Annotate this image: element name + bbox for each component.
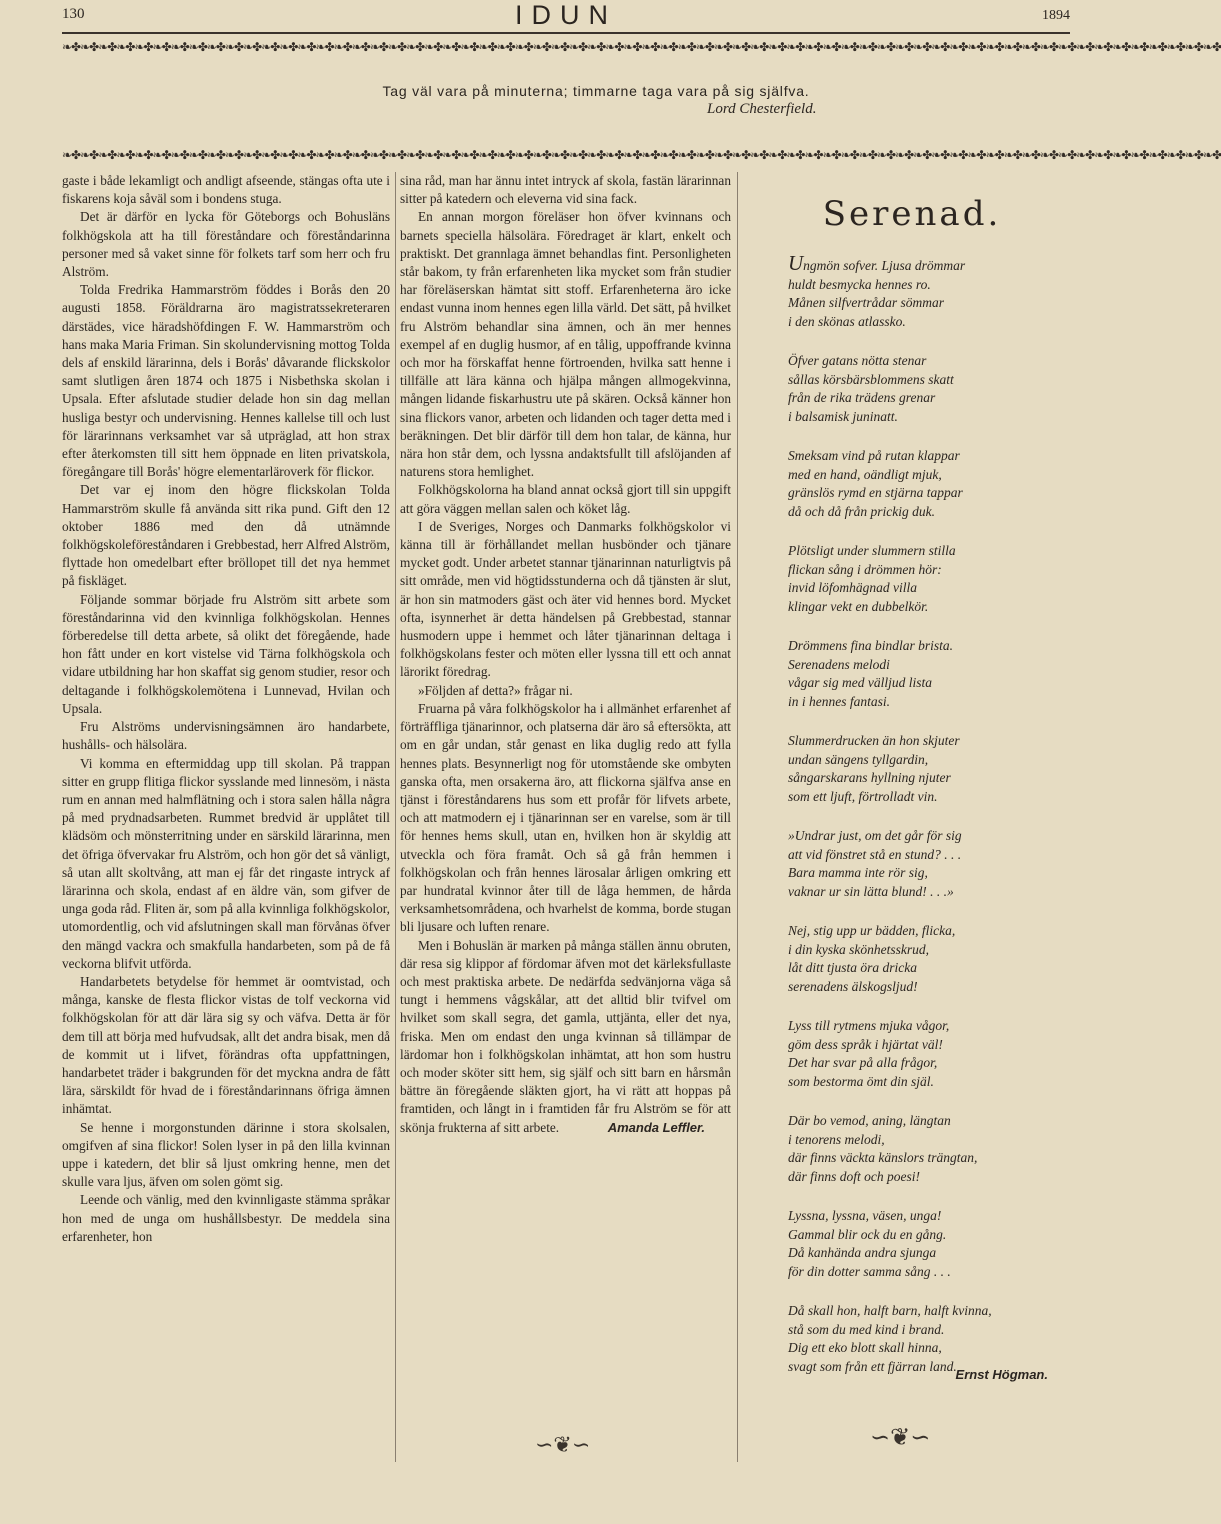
poem-line: Serenadens melodi [788, 656, 890, 672]
paragraph: Leende och vänlig, med den kvinnligaste stämma språkar hon med de unga om hushållsbestyr. De meddela sina erfarenheter, hon [62, 1192, 390, 1244]
poem-line: Månen silfvertrådar sömmar [788, 295, 944, 310]
poem-line: klingar vekt en dubbelkör. [788, 598, 929, 614]
poem-stanza [788, 1112, 1072, 1186]
poem-line: Då kanhända andra sjunga [788, 1245, 937, 1260]
poem-line: flickan sång i drömmen hör: [788, 561, 942, 577]
paragraph: Fruarna på våra folkhögskolor ha i allmänhet erfarenhet af förträffliga tjänarinnor, och platserna där äro så eftersökta, att om en går undan, står genast en lika duglig redo att fylla hennes plats. Besynnerligt nog för utomstående ske ombyten ganska ofta, men orsakerna äro, att flickorna själfva anse en tjänst i föreståndarens hus som ett profår för lifvets arbete, och att matmodern ej i tjänarinnan ser en varelse, som är till för hennes hems skull, utan en, hvilken hon är skyldig att utveckla och föra framåt. Och så gå från hemmen i folkhögskolan och från hennes lärosalar årligen omkring ett par hundratal kvinnor åter till de låga hemmen, de hårda verksamhetsområdena, och hvarhelst de komma, borde stugan bli ljusare och luften renare. [400, 700, 731, 935]
poem-author: Ernst Högman. [955, 1367, 1048, 1382]
poem-line: gränslös rymd en stjärna tappar [788, 485, 963, 500]
paragraph: En annan morgon föreläser hon öfver kvinnans och barnets speciella hälsolära. Föredraget är klart, enkelt och praktiskt. Det grannlaga ämnet behandlas fint. Personligheten står bakom, ty från erfarenheten lika mycket som från studier har föreläserskan hämtat sitt stoff. Erfarenheterna äro icke endast vunna inom hennes egen lilla värld. Det sätt, på hvilket fru Alström behandlar sina ämnen, och än mer hennes exempel af en duglig husmor, af en tålig, uppoffrande kvinna och mor ha förskaffat henne förtroenden, hvilka satt henne i tillfälle att lära känna och hjälpa mången allmogekvinna, mången lidande fiskarhustru ute på skären. Också känner hon sina flickors vanor, arbeten och lidanden och tager detta med i beräkningen. Det blir därför till dem hon talar, de känna, hur nära hon står dem, och lyssna andaktsfullt till afslöjanden af naturens stora hemlighet. [400, 209, 731, 480]
poem-line: Dig ett eko blott skall hinna, [788, 1340, 942, 1355]
motto-author: Lord Chesterfield. [707, 101, 817, 117]
poem-line: serenadens älskogsljud! [788, 978, 918, 994]
poem-line: i tenorens melodi, [788, 1131, 885, 1147]
poem-line: huldt besmycka hennes ro. [788, 276, 931, 292]
page-header [62, 2, 1070, 32]
poem-line: Ungmön sofver. Ljusa drömmar [788, 251, 966, 275]
poem-line: från de rika trädens grenar [788, 390, 936, 405]
poem-stanza [788, 1302, 1072, 1376]
poem-stanza [788, 542, 1072, 616]
poem-line: stå som du med kind i brand. [788, 1321, 945, 1337]
ornament-border-top: ❧✤❧✤❧✤❧✤❧✤❧✤❧✤❧✤❧✤❧✤❧✤❧✤❧✤❧✤❧✤❧✤❧✤❧✤❧✤❧✤❧✤❧✤❧✤❧✤❧✤❧✤❧✤❧✤❧✤❧✤❧✤❧✤❧✤❧✤❧✤❧✤❧✤❧✤❧✤❧✤❧✤❧✤❧✤❧✤❧✤❧✤❧✤❧✤❧✤❧✤❧✤❧✤❧✤❧✤❧✤❧✤❧✤❧✤❧✤❧✤❧✤❧✤❧✤❧✤ [62, 40, 1221, 54]
poem-line: Slummerdrucken än hon skjuter [788, 733, 960, 748]
poem-line: Bara mamma inte rör sig, [788, 865, 928, 880]
flourish-ornament-icon: ∽❦∽ [535, 1432, 591, 1457]
column-divider [737, 172, 738, 1462]
poem-stanza [788, 637, 1072, 711]
poem-line: Gammal blir ock du en gång. [788, 1226, 947, 1242]
article-column-2 [400, 172, 731, 1137]
poem-line: som bestorma ömt din själ. [788, 1073, 934, 1089]
poem-line: att vid fönstret stå en stund? . . . [788, 846, 962, 862]
poem-stanza [788, 1207, 1072, 1281]
poem-line: som ett ljuft, förtrolladt vin. [788, 788, 938, 804]
poem-line: Öfver gatans nötta stenar [788, 353, 927, 368]
paragraph: Tolda Fredrika Hammarström föddes i Borås den 20 augusti 1858. Föräldrarna äro magistratssekreteraren därstädes, vice häradshöfdingen F. W. Hammarström och hans maka Maria Friman. Sin skolundervisning mottog Tolda dels af enskild lärarinna, dels i Borås' dåvarande flickskolor samt slutligen åren 1874 och 1875 i Nisbethska skolan i Upsala. Efter afslutade studier delade hon sin dag mellan husliga bestyr och undervisning. Hennes kallelse till och lust för lärarinnans verksamhet var så utpräglad, att hon strax efter återkomsten till sitt hem öppnade en liten privatskola, föregångare till Borås' högre elementarläroverk för flickor. [62, 282, 390, 480]
motto-quote: Tag väl vara på minuterna; timmarne taga vara på sig själfva. [382, 83, 810, 99]
poem-line: där finns doft och poesi! [788, 1168, 920, 1184]
column-divider [395, 172, 396, 1462]
poem-line: för din dotter samma sång . . . [788, 1263, 951, 1279]
paragraph: I de Sveriges, Norges och Danmarks folkhögskolor vi känna till är förhållandet mellan husbönder och tjänare mycket godt. Under arbetet stannar tjänarinnan naturligtvis på sitt område, men vid högtidsstunderna och då tjänsten är slut, är hon sin matmoders gäst och äter vid hennes bord. Mycket ofta, isynnerhet är detta händelsen på Grebbestad, stannar husmodern uppe i hemmet och låter tjänarinnan deltaga i folkhögskolans fester och möten eller lyssna till ett och annat lärorikt föredrag. [400, 518, 731, 680]
poem-line: sållas körsbärsblommens skatt [788, 371, 954, 387]
poem-stanza [788, 251, 1072, 331]
poem [752, 172, 1072, 1382]
poem-line: undan sängens tyllgardin, [788, 751, 929, 767]
poem-line: i din kyska skönhetsskrud, [788, 941, 929, 957]
paragraph: Handarbetets betydelse för hemmet är oomtvistad, och många, kanske de flesta flickor vistas de tolf veckorna vid folkhögskolan för att där lära sig sy och väfva. Detta är för dem till att börja med hufvudsak, allt det andra bisak, men då de kommit ut i lifvet, förändras ofta uppfattningen, handarbetet träder i bakgrunden för det myckna andra de fått lära, särskildt för hvad de i föreståndarinnans öfriga ämnen inhämtat. [62, 973, 390, 1117]
poem-line: vaknar ur sin lätta blund! . . .» [788, 883, 954, 899]
poem-line: där finns väckta känslors trängtan, [788, 1150, 978, 1165]
poem-stanza [788, 827, 1072, 901]
poem-stanza [788, 922, 1072, 996]
journal-title: IDUN [515, 0, 617, 30]
poem-line: då och då från prickig duk. [788, 503, 935, 519]
poem-line: svagt som från ett fjärran land. [788, 1358, 957, 1374]
paragraph: Det är därför en lycka för Göteborgs och Bohusläns folkhögskola att ha till föreståndare och föreståndarinna personer med så vaket sinne för folkets tarf som herr och fru Alström. [62, 209, 390, 280]
signature-text: Amanda Leffler. [607, 1119, 705, 1135]
paragraph: Folkhögskolorna ha bland annat också gjort till sin uppgift att göra väggen mellan salen och köket låg. [400, 482, 731, 516]
flourish-ornament-icon: ∽❦∽ [870, 1425, 931, 1451]
paragraph: Vi komma en eftermiddag upp till skolan. På trappan sitter en grupp flitiga flickor sysslande med linnesöm, i nästa rum en annan med halmflätning och i stora salen hålla några på med prydnadsarbeten. Rummet bredvid är upplåtet till klädsöm och mönsterritning under en särskild lärarinna, men det öfriga öfvervakar fru Alström, och hon gör det så vänligt, så utan allt skoltvång, att man ej får det ringaste intryck af lärarinna och skola, endast af en äldre vän, som gifver de unga goda råd. Fliten är, som på alla kvinnliga folkhögskolor, utomordentlig, och vid afslutningen skall man förvånas öfver den mängd vackra och smakfulla handarbeten, som på de få veckorna blifvit utförda. [62, 755, 390, 971]
paragraph: Fru Alströms undervisningsämnen äro handarbete, hushålls- och hälsolära. [62, 719, 390, 753]
header-rule [62, 32, 1070, 34]
poem-line: Det har svar på alla frågor, [788, 1055, 938, 1070]
poem-title: Serenad. [822, 194, 1002, 234]
poem-line: Då skall hon, halft barn, halft kvinna, [788, 1303, 992, 1318]
paragraph: Det var ej inom den högre flickskolan Tolda Hammarström skulle få använda sitt rika pund. Gift den 12 oktober 1886 med den då utnämnde folkhögskoleföreståndaren i Grebbestad, herr Alfred Alström, flyttade hon omedelbart efter bröllopet till det nya hemmet på fiskläget. [62, 482, 390, 589]
poem-stanza [788, 732, 1072, 806]
poem-line: Där bo vemod, aning, längtan [788, 1113, 951, 1128]
poem-line: i den skönas atlassko. [788, 313, 906, 329]
paragraph: Se henne i morgonstunden därinne i stora skolsalen, omgifven af sina flickor! Solen lyser in på den lilla kvinnan uppe i katedern, det blir så ljust omkring henne, men det skulle vara ljus, äfven om solen gömt sig. [62, 1119, 390, 1190]
poem-line: i balsamisk juninatt. [788, 408, 898, 424]
poem-line: Nej, stig upp ur bädden, flicka, [788, 923, 956, 938]
poem-line: in i hennes fantasi. [788, 693, 890, 709]
paragraph: sina råd, man har ännu intet intryck af skola, fastän lärarinnan sitter på katedern och eleverna vid sina fack. [400, 173, 731, 207]
poem-line: låt ditt tjusta öra dricka [788, 960, 918, 975]
poem-line: Lyssna, lyssna, väsen, unga! [788, 1208, 942, 1223]
paragraph: Följande sommar började fru Alström sitt arbete som föreståndarinna vid den kvinnliga folkhögskolan. Hennes förberedelse till detta arbete, så olikt det föregående, hade hon fått under en kort vistelse vid Tärna folkhögskola och vidare utbildning har hon skaffat sig genom studier, resor och deltagande i folkhögskolemötena i Lunnevad, Hvilan och Upsala. [62, 591, 390, 716]
article-column-1 [62, 172, 390, 1246]
page-number: 130 [62, 6, 85, 22]
paragraph: Men i Bohuslän är marken på många ställen ännu obruten, där resa sig klippor af fördomar äfven mot det kärleksfullaste och mest praktiska arbete. De nedärfda sedvänjorna väga så tungt i hemmens vågskålar, att det alltid blir tvifvel om hvilket som skall segra, det gamla, uttjänta, eller det nya, friska. Men om endast den unga kvinnan så tillämpar de lärdomar hon i folkhögskolan inhämtat, att hon som hustru och moder sköter sitt hem, sig själf och sitt barn en hårsmån bättre än föregående släkten gjort, ha vi rätt att hoppas på framtiden, och långt in i framtiden får fru Alström se för att skönja frukterna af sitt arbete. [400, 937, 731, 1135]
paragraph: gaste i både lekamligt och andligt afseende, stängas ofta ute i fiskarens koja såväl som i bondens stuga. [62, 173, 390, 207]
year: 1894 [1042, 8, 1070, 23]
poem-line: vågar sig med välljud lista [788, 675, 932, 690]
poem-line: med en hand, oändligt mjuk, [788, 466, 942, 482]
poem-line: Drömmens fina bindlar brista. [788, 638, 954, 653]
ornament-border-mid: ❧✤❧✤❧✤❧✤❧✤❧✤❧✤❧✤❧✤❧✤❧✤❧✤❧✤❧✤❧✤❧✤❧✤❧✤❧✤❧✤❧✤❧✤❧✤❧✤❧✤❧✤❧✤❧✤❧✤❧✤❧✤❧✤❧✤❧✤❧✤❧✤❧✤❧✤❧✤❧✤❧✤❧✤❧✤❧✤❧✤❧✤❧✤❧✤❧✤❧✤❧✤❧✤❧✤❧✤❧✤❧✤❧✤❧✤❧✤❧✤❧✤❧✤❧✤❧✤ [62, 148, 1221, 162]
poem-line: Lyss till rytmens mjuka vågor, [788, 1018, 950, 1033]
poem-line: sångarskarans hyllning njuter [788, 770, 951, 785]
poem-stanza [788, 447, 1072, 521]
motto [62, 83, 1070, 117]
poem-line: Plötsligt under slummern stilla [788, 543, 956, 558]
poem-stanza [788, 352, 1072, 426]
poem-line: »Undrar just, om det går för sig [788, 828, 962, 843]
poem-stanza [788, 1017, 1072, 1091]
poem-line: Smeksam vind på rutan klappar [788, 448, 960, 463]
paragraph: »Följden af detta?» frågar ni. [418, 682, 573, 698]
poem-line: invid löfomhägnad villa [788, 580, 917, 595]
poem-line: göm dess språk i hjärtat väl! [788, 1036, 943, 1052]
poem-stanzas [752, 251, 1072, 1376]
